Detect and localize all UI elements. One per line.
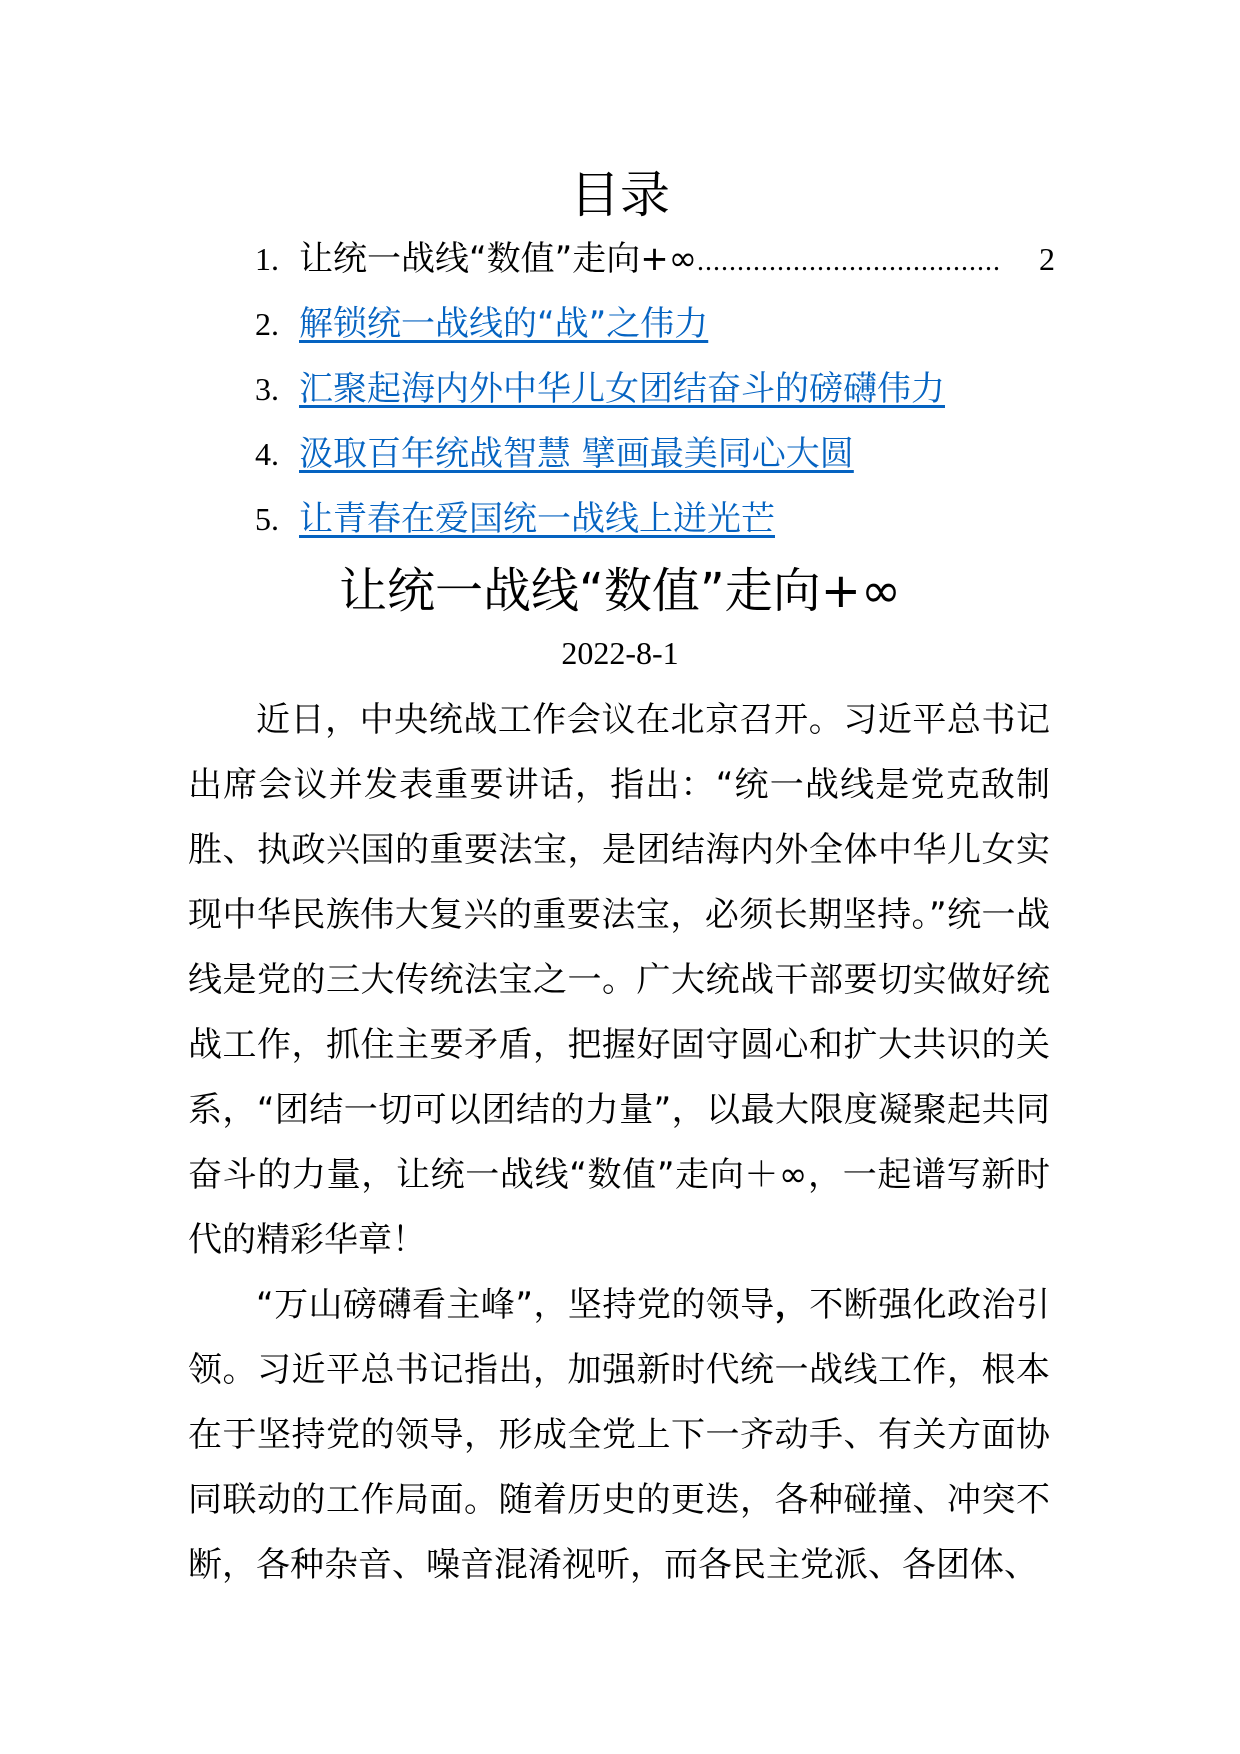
toc-item-number: 3. (255, 371, 279, 407)
article-paragraph-1: 近日，中央统战工作会议在北京召开。习近平总书记出席会议并发表重要讲话，指出：“统一战线是党克敌制胜、执政兴国的重要法宝，是团结海内外全体中华儿女实现中华民族伟大复兴的重要法宝，必须长期坚持。”统一战线是党的三大传统法宝之一。广大统战干部要切实做好统战工作，抓住主要矛盾，把握好固守圆心和扩大共识的关系，“团结一切可以团结的力量”，以最大限度凝聚起共同奋斗的力量，让统一战线“数值”走向＋∞，一起谱写新时代的精彩华章！ (188, 700, 1050, 1260)
toc-title: 目录 (570, 166, 670, 224)
toc-link[interactable]: 解锁统一战线的“战”之伟力 (299, 304, 709, 344)
toc-item-3[interactable] (255, 364, 1055, 429)
toc-page-number: 2 (1039, 241, 1055, 277)
paragraph-lead-text: “万山磅礴看主峰”，坚持党的领导 (256, 1285, 775, 1325)
article-paragraph-2 (188, 1273, 1050, 1598)
article-date: 2022-8-1 (561, 635, 679, 671)
toc-item-4[interactable] (255, 429, 1055, 494)
toc-item-number: 2. (255, 306, 279, 342)
article-body (188, 688, 1050, 1598)
article-title: 让统一战线“数值”走向+∞ (339, 563, 901, 619)
toc-link[interactable]: 让青春在爱国统一战线上迸光芒 (299, 499, 775, 539)
toc-link[interactable]: 汇聚起海内外中华儿女团结奋斗的磅礴伟力 (299, 369, 945, 409)
toc-item-title[interactable]: 让统一战线“数值”走向+∞ (299, 239, 698, 279)
toc-item-2[interactable] (255, 299, 1055, 364)
toc-item-number: 1. (255, 241, 279, 277)
toc-item-5[interactable] (255, 494, 1055, 559)
toc-item-number: 5. (255, 501, 279, 537)
toc-item-1[interactable] (255, 234, 1055, 299)
paragraph-rest-text: 不断强化政治引领。习近平总书记指出，加强新时代统一战线工作，根本在于坚持党的领导，形成全党上下一齐动手、有关方面协同联动的工作局面。随着历史的更迭，各种碰撞、冲突不断，各种杂音、噪音混淆视听，而各民主党派、各团体、 (188, 1285, 1050, 1585)
bold-comma: ， (774, 1285, 810, 1325)
toc-leader-dots: ...................................... (697, 246, 1002, 277)
toc-item-number: 4. (255, 436, 279, 472)
table-of-contents (255, 234, 1055, 559)
toc-link[interactable]: 汲取百年统战智慧 擘画最美同心大圆 (299, 434, 854, 474)
